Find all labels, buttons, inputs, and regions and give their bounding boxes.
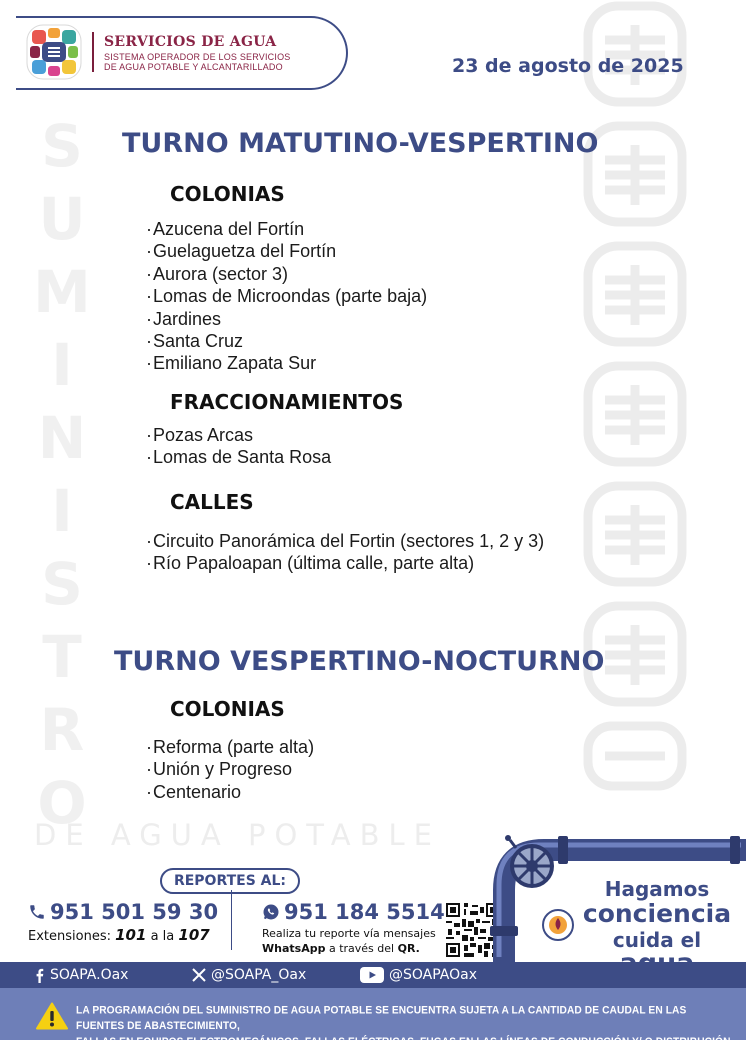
list-item: · Jardines — [146, 308, 427, 330]
phone-row — [28, 900, 218, 924]
watermark-bottom-text: DE AGUA POTABLE — [34, 818, 441, 852]
ext-mid: a la — [150, 929, 175, 944]
list-item: · Pozas Arcas — [146, 424, 331, 446]
watermark-letter: T — [42, 623, 82, 691]
whatsapp-icon — [262, 903, 280, 921]
facebook-icon — [34, 968, 45, 983]
turno-2-title: TURNO VESPERTINO-NOCTURNO — [114, 646, 605, 677]
reportes-label: REPORTES AL: — [160, 868, 300, 894]
watermark-letter: O — [37, 769, 87, 837]
watermark-letter: U — [38, 185, 86, 253]
wa-end: QR. — [397, 942, 420, 955]
phone-icon — [28, 903, 46, 921]
publication-date: 23 de agosto de 2025 — [452, 55, 684, 77]
ext-prefix: Extensiones: — [28, 929, 111, 944]
turno-2-colonias-list — [146, 736, 314, 803]
phone-number[interactable]: 951 501 59 30 — [50, 900, 219, 924]
org-subtitle-line: DE AGUA POTABLE Y ALCANTARILLADO — [104, 62, 283, 72]
turno-1-calles-heading: CALLES — [170, 490, 254, 514]
watermark-letter: I — [51, 331, 73, 399]
list-item: · Lomas de Microondas (parte baja) — [146, 285, 427, 307]
list-item: · Azucena del Fortín — [146, 218, 427, 240]
social-youtube[interactable] — [360, 962, 477, 988]
x-handle: @SOAPA_Oax — [211, 967, 307, 983]
turno-1-colonias-heading: COLONIAS — [170, 182, 285, 206]
turno-1-fracc-heading: FRACCIONAMIENTOS — [170, 390, 404, 414]
list-item: · Reforma (parte alta) — [146, 736, 314, 758]
footer-divider — [231, 890, 232, 950]
wa-line-2 — [262, 941, 436, 956]
list-item: · Unión y Progreso — [146, 758, 314, 780]
list-item: · Circuito Panorámica del Fortin (sectores 1, 2 y 3) — [146, 530, 544, 552]
turno-2-colonias-heading: COLONIAS — [170, 697, 285, 721]
slogan-line-2: conciencia — [582, 899, 732, 928]
social-x[interactable] — [192, 962, 306, 988]
soapa-logo — [26, 24, 82, 80]
watermark-letter: S — [41, 112, 83, 180]
youtube-icon — [360, 967, 384, 983]
list-item: · Centenario — [146, 781, 314, 803]
wa-bold: WhatsApp — [262, 942, 326, 955]
wa-line-1: Realiza tu reporte vía mensajes — [262, 927, 436, 940]
ext-to: 107 — [178, 926, 210, 944]
whatsapp-row — [262, 900, 445, 924]
org-subtitle — [104, 52, 290, 72]
whatsapp-instructions — [262, 926, 436, 956]
slogan-line-1: Hagamos — [604, 877, 710, 901]
wa-mid: a través del — [328, 942, 395, 955]
disclaimer-line: FALLAS EN EQUIPOS ELECTROMECÁNICOS, FALLAS ELÉCTRICAS, FUGAS EN LAS LÍNEAS DE CONDUCCIÓN Y/ O DISTRIBUCIÓN. — [76, 1036, 734, 1049]
turno-1-title: TURNO MATUTINO-VESPERTINO — [122, 128, 599, 159]
org-subtitle-line: SISTEMA OPERADOR DE LOS SERVICIOS — [104, 52, 291, 62]
social-facebook[interactable] — [34, 962, 128, 988]
watermark-letter: M — [33, 258, 91, 326]
facebook-handle: SOAPA.Oax — [50, 967, 129, 983]
x-icon — [192, 968, 206, 982]
turno-1-calles-list — [146, 530, 544, 575]
list-item: · Río Papaloapan (última calle, parte alta) — [146, 552, 544, 574]
disclaimer-text — [76, 1003, 736, 1050]
turno-1-fracc-list — [146, 424, 331, 469]
watermark-letter: S — [41, 550, 83, 618]
list-item: · Santa Cruz — [146, 330, 427, 352]
turno-1-colonias-list — [146, 218, 427, 375]
youtube-handle: @SOAPAOax — [389, 967, 477, 983]
list-item: · Emiliano Zapata Sur — [146, 352, 427, 374]
ext-from: 101 — [115, 926, 147, 944]
list-item: · Lomas de Santa Rosa — [146, 446, 331, 468]
org-name: SERVICIOS DE AGUA — [104, 34, 277, 50]
extensions-line — [28, 926, 210, 944]
watermark-vertical-word — [34, 110, 90, 840]
list-item: · Aurora (sector 3) — [146, 263, 427, 285]
watermark-letter: N — [37, 404, 87, 472]
warning-icon — [36, 1002, 68, 1030]
logo-divider — [92, 32, 94, 72]
slogan-line-3a: cuida el — [612, 928, 702, 952]
watermark-letter: R — [39, 696, 85, 764]
disclaimer-line: LA PROGRAMACIÓN DEL SUMINISTRO DE AGUA POTABLE SE ENCUENTRA SUJETA A LA CANTIDAD DE CAUDAL EN LAS FUENTES DE ABASTECIMIENTO, — [76, 1004, 687, 1033]
whatsapp-number[interactable]: 951 184 5514 — [284, 900, 445, 924]
list-item: · Guelaguetza del Fortín — [146, 240, 427, 262]
watermark-letter: I — [51, 477, 73, 545]
